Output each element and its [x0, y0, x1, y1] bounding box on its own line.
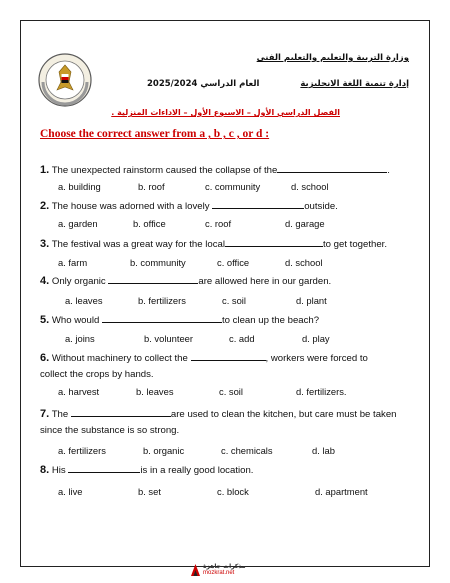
option-c: c. office — [217, 257, 250, 268]
answer-blank — [68, 463, 140, 473]
option-c: c. roof — [205, 218, 232, 229]
question-number: 5. — [40, 314, 50, 326]
question-number: 2. — [40, 200, 50, 212]
question-5: 5. Who would to clean up the beach? — [40, 314, 320, 326]
answer-blank — [212, 199, 304, 209]
option-c: c. soil — [219, 386, 243, 397]
option-d: d. fertilizers. — [296, 386, 347, 397]
option-a: a. building — [58, 181, 101, 192]
question-6: 6. Without machinery to collect the , workers were forced to collect the crops by hands. — [40, 352, 368, 380]
option-c: c. block — [217, 486, 249, 497]
instruction-heading: Choose the correct answer from a , b , c , or d : — [40, 128, 270, 140]
answer-blank — [277, 163, 387, 173]
option-a: a. garden — [58, 218, 98, 229]
question-number: 7. — [40, 408, 50, 420]
option-d: d. school — [291, 181, 329, 192]
academic-year: العام الدراسي 2025/2024 — [147, 79, 260, 89]
question-number: 8. — [40, 464, 50, 476]
answer-blank — [191, 351, 266, 361]
option-d: d. plant — [296, 295, 327, 306]
answer-blank — [71, 407, 171, 417]
option-d: d. lab — [312, 445, 335, 456]
option-b: b. leaves — [136, 386, 174, 397]
option-d: d. school — [285, 257, 323, 268]
site-watermark: مذكرات جاهزة mozkrat.net — [203, 563, 246, 576]
option-c: c. community — [205, 181, 261, 192]
option-d: d. garage — [285, 218, 325, 229]
answer-blank — [108, 274, 198, 284]
question-2: 2. The house was adorned with a lovely outside. — [40, 200, 338, 212]
question-number: 3. — [40, 238, 50, 250]
option-b: b. office — [133, 218, 166, 229]
question-number: 6. — [40, 352, 50, 364]
ministry-name: وزارة التربية والتعليم والتعليم الفنى — [256, 53, 409, 63]
option-a: a. fertilizers — [58, 445, 106, 456]
question-number: 1. — [40, 164, 50, 176]
department-name: إدارة تنمية اللغة الانجليزية — [300, 79, 409, 89]
option-a: a. farm — [58, 257, 88, 268]
answer-blank — [102, 313, 222, 323]
question-number: 4. — [40, 275, 50, 287]
option-b: b. set — [138, 486, 161, 497]
ministry-seal-logo — [37, 52, 93, 108]
option-c: c. chemicals — [221, 445, 273, 456]
question-3: 3. The festival was a great way for the local to get together. — [40, 238, 388, 250]
option-d: d. play — [302, 333, 330, 344]
question-4: 4. Only organic are allowed here in our garden. — [40, 275, 332, 287]
option-b: b. volunteer — [144, 333, 193, 344]
option-b: b. fertilizers — [138, 295, 186, 306]
question-7: 7. The are used to clean the kitchen, but care must be taken since the substance is so strong. — [40, 408, 397, 436]
option-a: a. live — [58, 486, 83, 497]
site-logo-icon — [190, 563, 201, 577]
term-week-title: الفصل الدراسي الأول – الاسبوع الأول – الاداءات المنزلية . — [111, 108, 340, 117]
answer-blank — [225, 237, 323, 247]
option-d: d. apartment — [315, 486, 368, 497]
option-a: a. leaves — [65, 295, 103, 306]
option-b: b. community — [130, 257, 186, 268]
option-c: c. soil — [222, 295, 246, 306]
option-b: b. roof — [138, 181, 165, 192]
option-b: b. organic — [143, 445, 185, 456]
option-a: a. harvest — [58, 386, 100, 397]
option-a: a. joins — [65, 333, 95, 344]
question-1: 1. The unexpected rainstorm caused the collapse of the . — [40, 164, 390, 176]
option-c: c. add — [229, 333, 255, 344]
question-8: 8. His is in a really good location. — [40, 464, 254, 476]
